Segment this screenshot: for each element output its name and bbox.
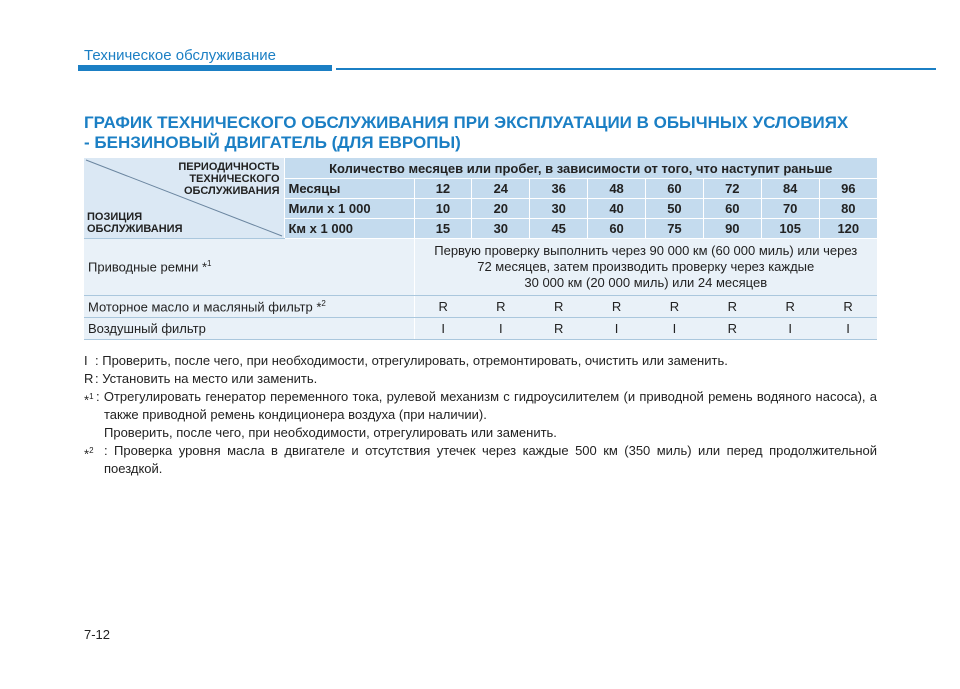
interval-cell: 48 xyxy=(588,179,646,199)
action-cell: R xyxy=(530,318,588,340)
action-cell: I xyxy=(588,318,646,340)
interval-cell: 60 xyxy=(588,219,646,239)
action-cell: R xyxy=(414,296,472,318)
item-label: Приводные ремни *$^1$ xyxy=(84,239,414,296)
note-replace: R : Установить на место или заменить. xyxy=(84,371,318,386)
action-cell: R xyxy=(761,296,819,318)
action-cell: I xyxy=(414,318,472,340)
interval-cell: 60 xyxy=(703,199,761,219)
action-cell: I xyxy=(646,318,704,340)
heading-line-2: - БЕНЗИНОВЫЙ ДВИГАТЕЛЬ (ДЛЯ ЕВРОПЫ) xyxy=(84,133,461,152)
footnote-2: *$^2$ : Проверка уровня масла в двигателе и отсутствия утечек через каждые 500 км (350 миль) или перед продолжительной поездкой. xyxy=(84,443,877,476)
action-cell: R xyxy=(530,296,588,318)
maintenance-schedule-table xyxy=(84,158,877,340)
section-title: Техническое обслуживание xyxy=(84,47,276,64)
corner-label-item: ПОЗИЦИЯ ОБСЛУЖИВАНИЯ xyxy=(87,211,183,235)
heading-line-1: ГРАФИК ТЕХНИЧЕСКОГО ОБСЛУЖИВАНИЯ ПРИ ЭКСПЛУАТАЦИИ В ОБЫЧНЫХ УСЛОВИЯХ xyxy=(84,113,849,132)
interval-cell: 60 xyxy=(646,179,704,199)
item-label: Моторное масло и масляный фильтр *$^2$ xyxy=(84,296,414,318)
interval-cell: 10 xyxy=(414,199,472,219)
header-rule-thick xyxy=(78,65,332,71)
table-row-drive-belts xyxy=(84,239,877,296)
page-heading xyxy=(84,113,904,153)
header-rule-thin xyxy=(336,68,936,70)
interval-cell: 20 xyxy=(472,199,530,219)
legend-notes xyxy=(84,352,877,478)
interval-cell: 50 xyxy=(646,199,704,219)
action-cell: R xyxy=(819,296,877,318)
interval-cell: 45 xyxy=(530,219,588,239)
row-label: Мили х 1 000 xyxy=(284,199,414,219)
action-cell: R xyxy=(588,296,646,318)
row-label: Месяцы xyxy=(284,179,414,199)
interval-cell: 80 xyxy=(819,199,877,219)
table-row-air-filter xyxy=(84,318,877,340)
corner-label-interval: ПЕРИОДИЧНОСТЬ ТЕХНИЧЕСКОГО ОБСЛУЖИВАНИЯ xyxy=(178,161,280,197)
interval-cell: 84 xyxy=(761,179,819,199)
action-cell: R xyxy=(472,296,530,318)
action-cell: I xyxy=(761,318,819,340)
interval-cell: 15 xyxy=(414,219,472,239)
action-cell: R xyxy=(703,296,761,318)
interval-cell: 40 xyxy=(588,199,646,219)
footnote-1: *$^1$ : Отрегулировать генератор переменного тока, рулевой механизм с гидроусилителем (и приводной ремень водяного насоса), а также приводной ремень кондиционера воздуха (при наличии). Проверить, после чего, при необходимости, отрегулировать или заменить. xyxy=(84,389,877,440)
table-header-main: Количество месяцев или пробег, в зависимости от того, что наступит раньше xyxy=(284,158,877,179)
action-cell: R xyxy=(703,318,761,340)
interval-cell: 120 xyxy=(819,219,877,239)
action-cell: I xyxy=(819,318,877,340)
interval-cell: 105 xyxy=(761,219,819,239)
interval-cell: 70 xyxy=(761,199,819,219)
row-label: Км х 1 000 xyxy=(284,219,414,239)
page-number: 7-12 xyxy=(84,627,111,642)
interval-cell: 30 xyxy=(530,199,588,219)
interval-cell: 30 xyxy=(472,219,530,239)
item-label: Воздушный фильтр xyxy=(84,318,414,340)
table-corner-cell xyxy=(84,158,284,239)
interval-cell: 24 xyxy=(472,179,530,199)
belt-interval-note: Первую проверку выполнить через 90 000 км (60 000 миль) или через 72 месяцев, затем производить проверку через каждые 30 000 км (20 000 миль) или 24 месяцев xyxy=(414,239,877,296)
note-inspect: I : Проверить, после чего, при необходимости, отрегулировать, отремонтировать, очистить или заменить. xyxy=(84,353,728,368)
interval-cell: 90 xyxy=(703,219,761,239)
interval-cell: 75 xyxy=(646,219,704,239)
interval-cell: 12 xyxy=(414,179,472,199)
table-row-engine-oil xyxy=(84,296,877,318)
interval-cell: 96 xyxy=(819,179,877,199)
interval-cell: 72 xyxy=(703,179,761,199)
action-cell: R xyxy=(646,296,704,318)
interval-cell: 36 xyxy=(530,179,588,199)
action-cell: I xyxy=(472,318,530,340)
